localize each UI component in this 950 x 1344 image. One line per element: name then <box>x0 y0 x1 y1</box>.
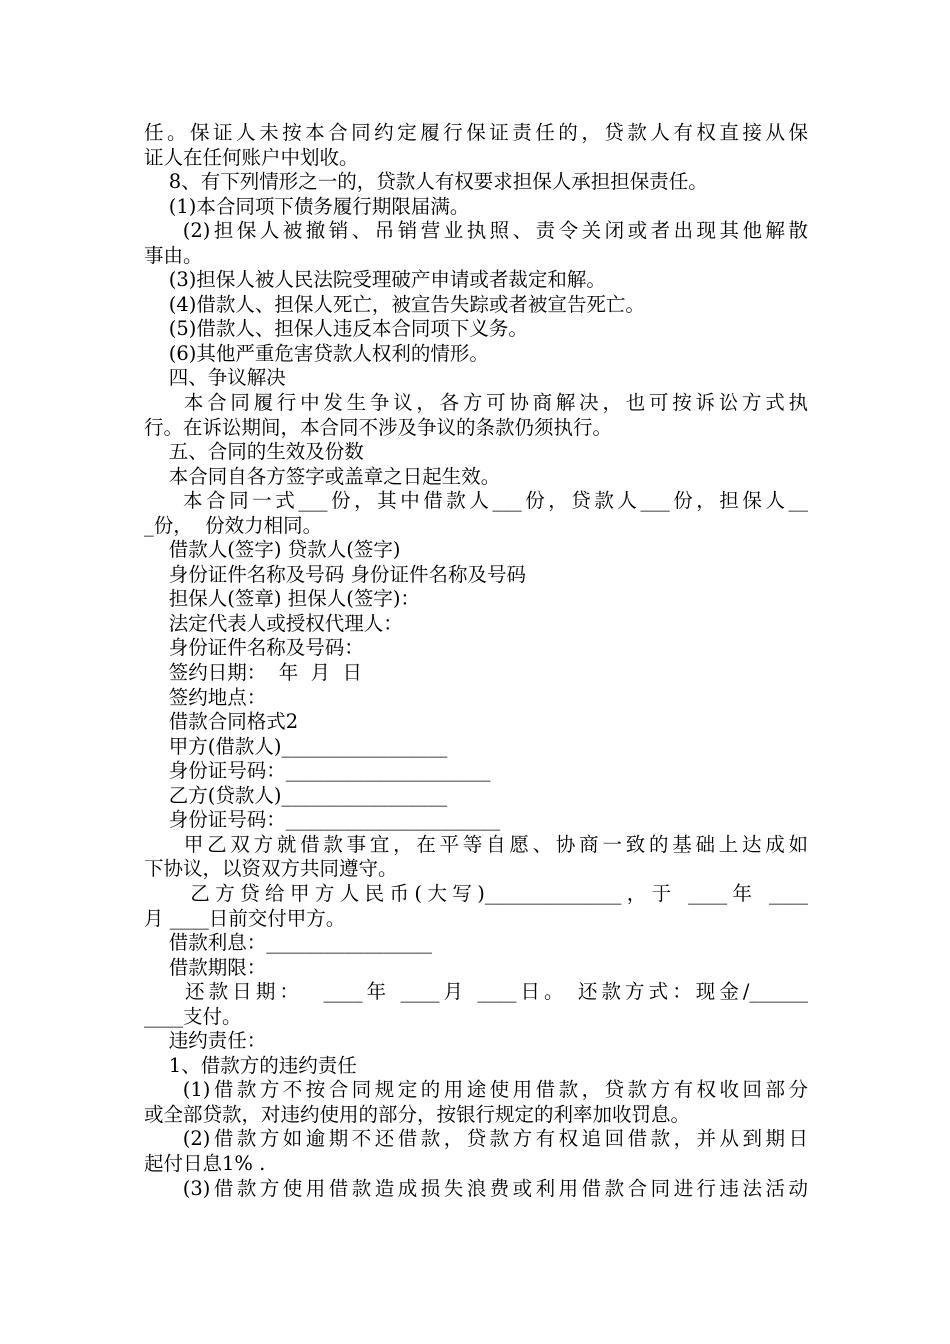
text-line: (5)借款人、担保人违反本合同项下义务。 <box>144 317 528 341</box>
text-line: 8、有下列情形之一的，贷款人有权要求担保人承担担保责任。 <box>144 170 708 194</box>
text-line: 或全部贷款，对违约使用的部分，按银行规定的利率加收罚息。 <box>144 1102 691 1126</box>
form-field-line: 身份证号码：_____________________ <box>144 759 491 783</box>
text-line: (6)其他严重危害贷款人权利的情形。 <box>144 341 489 365</box>
text-line: (3)担保人被人民法院受理破产申请或者裁定和解。 <box>144 268 606 292</box>
text-line: (2)借款方如逾期不还借款，贷款方有权追回借款，并从到期日 <box>144 1127 808 1151</box>
text-line: _份， 份效力相同。 <box>144 513 323 537</box>
document-body <box>144 121 808 1201</box>
signature-line: 担保人(签章) 担保人(签字)： <box>144 587 420 611</box>
text-line: 任。保证人未按本合同约定履行保证责任的，贷款人有权直接从保 <box>144 121 808 144</box>
text-line: 甲乙双方就借款事宜，在平等自愿、协商一致的基础上达成如 <box>144 832 808 856</box>
text-line: 事由。 <box>144 243 203 267</box>
section-heading: 借款合同格式2 <box>144 710 299 734</box>
signature-line: 借款人(签字) 贷款人(签字) <box>144 538 401 562</box>
section-heading: 四、争议解决 <box>144 366 286 390</box>
text-line: 证人在任何账户中划收。 <box>144 145 359 169</box>
form-field-line: 借款期限： <box>144 955 267 979</box>
form-field-line: 乙方(贷款人)_________________ <box>144 783 448 807</box>
text-line: 本合同履行中发生争议，各方可协商解决，也可按诉讼方式执 <box>144 391 808 415</box>
section-heading: 五、合同的生效及份数 <box>144 440 364 464</box>
text-line: 起付日息1% . <box>144 1151 266 1175</box>
text-line: (1)本合同项下债务履行期限届满。 <box>144 194 470 218</box>
section-heading: 1、借款方的违约责任 <box>144 1053 357 1077</box>
text-line: (1)借款方不按合同规定的用途使用借款，贷款方有权收回部分 <box>144 1078 808 1102</box>
signature-line: 身份证件名称及号码： <box>144 636 364 660</box>
form-field-line: 甲方(借款人)_________________ <box>144 734 448 758</box>
text-line: (3)借款方使用借款造成损失浪费或利用借款合同进行违法活动 <box>144 1176 808 1200</box>
text-line: ____支付。 <box>144 1004 242 1028</box>
text-line: (2)担保人被撤销、吊销营业执照、责令关闭或者出现其他解散 <box>144 219 808 243</box>
text-line: 本合同一式___份，其中借款人___份，贷款人___份，担保人__ <box>144 489 808 513</box>
form-field-line: 身份证号码：______________________ <box>144 808 501 832</box>
text-line: (4)借款人、担保人死亡，被宣告失踪或者被宣告死亡。 <box>144 292 645 316</box>
signature-line: 身份证件名称及号码 身份证件名称及号码 <box>144 562 526 586</box>
text-line: 月 ____日前交付甲方。 <box>144 906 346 930</box>
signature-line: 签约日期： 年 月 日 <box>144 661 362 685</box>
form-field-line: 还款日期： ____年 ____月 ____日。 还款方式：现金/______ <box>144 980 808 1004</box>
text-line: 本合同自各方签字或盖章之日起生效。 <box>144 464 501 488</box>
text-line: 行。在诉讼期间，本合同不涉及争议的条款仍须执行。 <box>144 415 613 439</box>
signature-line: 法定代表人或授权代理人： <box>144 611 403 635</box>
section-heading: 违约责任： <box>144 1029 267 1053</box>
form-field-line: 借款利息：_________________ <box>144 931 433 955</box>
signature-line: 签约地点： <box>144 685 267 709</box>
text-line: 下协议，以资双方共同遵守。 <box>144 857 398 881</box>
text-line: 乙方贷给甲方人民币(大写)______________，于 ____年 ____ <box>144 881 808 905</box>
